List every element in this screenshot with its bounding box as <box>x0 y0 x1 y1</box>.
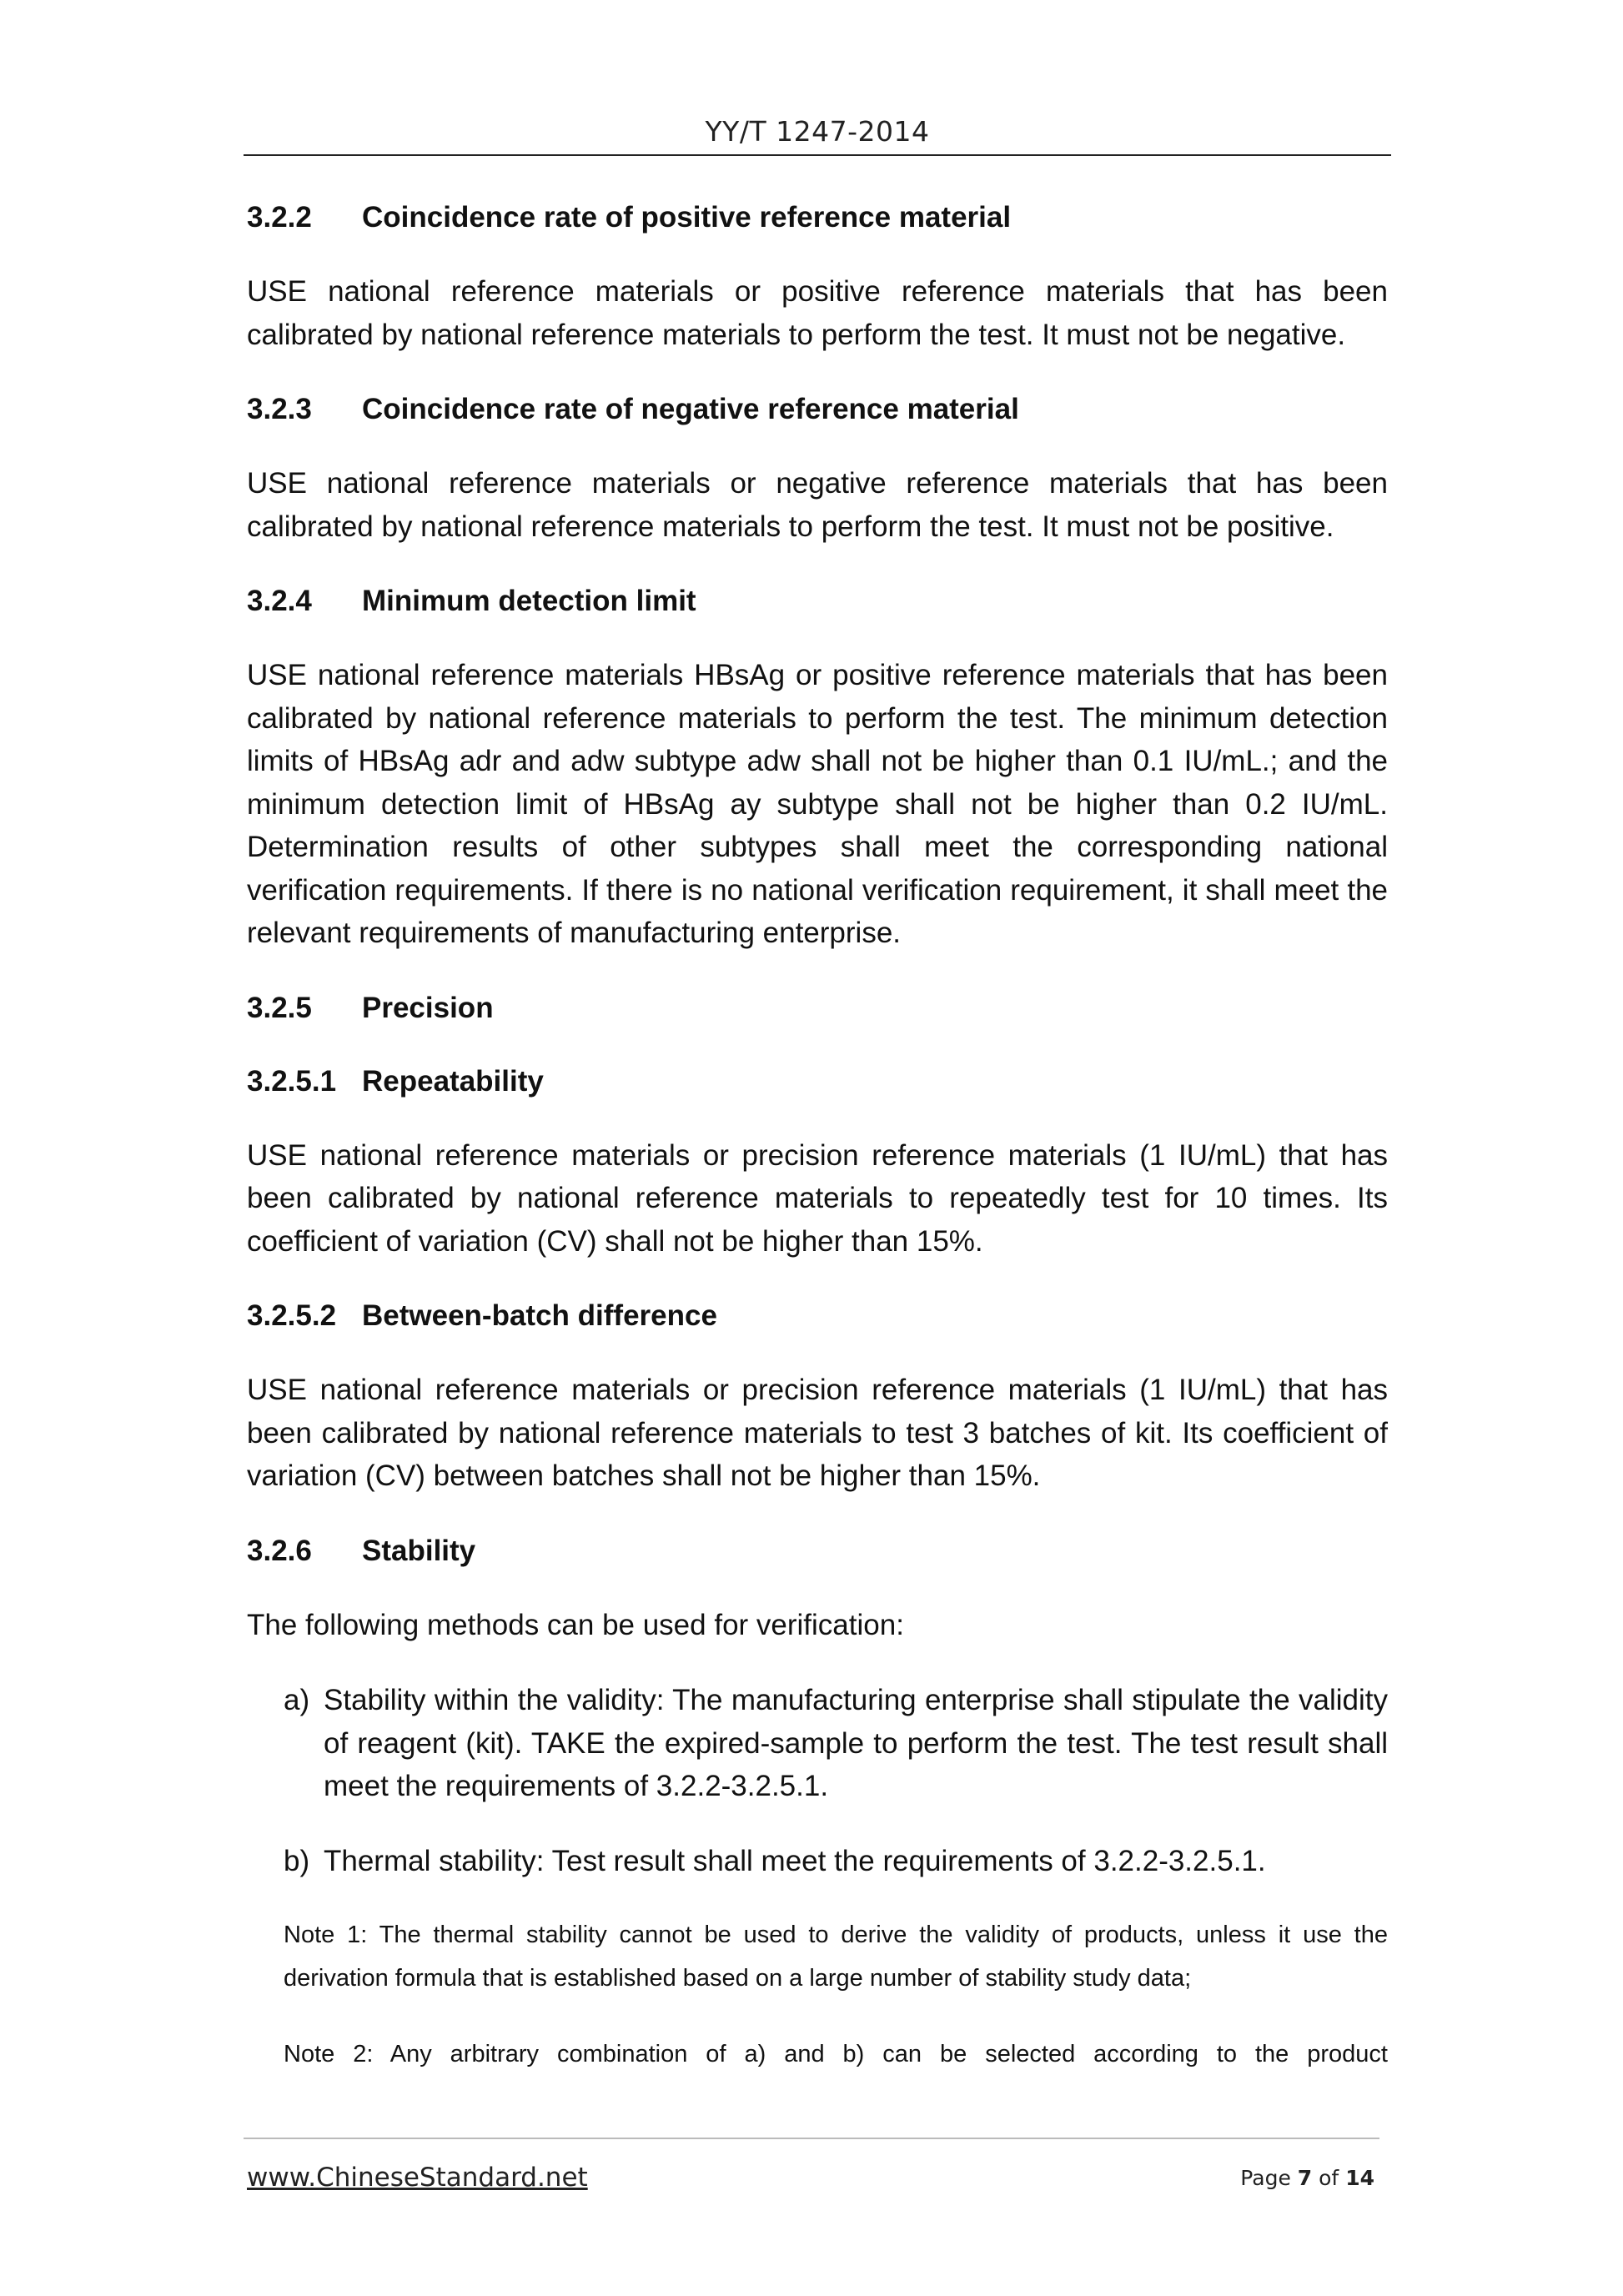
section-heading-3-2-4 <box>247 580 1388 622</box>
section-title: Precision <box>362 991 494 1024</box>
section-body-3-2-5-1: USE national reference materials or precision reference materials (1 IU/mL) that has been calibrated by national reference materials to repeatedly test for 10 times. Its coefficient of variation (CV) shall not be higher than 15%. <box>247 1138 1388 1258</box>
section-body-3-2-4: USE national reference materials HBsAg or positive reference materials that has been calibrated by national reference materials to perform the test. The minimum detection limits of HBsAg adr and adw subtype adw shall not be higher than 0.1 IU/mL.; and the minimum detection limit of HBsAg ay subtype shall not be higher than 0.2 IU/mL. Determination results of other subtypes shall meet the corresponding national verification requirements. If there is no national verification requirement, it shall meet the relevant requirements of manufacturing enterprise. <box>247 659 1388 949</box>
page-prefix: Page <box>1240 2166 1291 2190</box>
list-marker: b) <box>284 1844 310 1877</box>
section-heading-3-2-2 <box>247 197 1388 239</box>
page-of: of <box>1319 2166 1339 2190</box>
list-marker: a) <box>284 1684 310 1716</box>
section-number: 3.2.5.2 <box>247 1299 337 1332</box>
section-number: 3.2.4 <box>247 585 312 617</box>
section-title: Coincidence rate of positive reference material <box>362 201 1012 234</box>
section-number: 3.2.5.1 <box>247 1064 337 1098</box>
section-title: Between-batch difference <box>362 1299 717 1332</box>
stability-intro: The following methods can be used for verification: <box>247 1608 904 1641</box>
section-number: 3.2.3 <box>247 393 312 425</box>
section-title: Coincidence rate of negative reference material <box>362 393 1019 425</box>
section-heading-3-2-5-2 <box>247 1295 1388 1337</box>
page-number <box>1234 2166 1374 2190</box>
list-item-a <box>247 1679 1388 1808</box>
list-item-text: Stability within the validity: The manufacturing enterprise shall stipulate the validity of reagent (kit). TAKE the expired-sample to perform the test. The test result shall meet the requirements of 3.2.2-3.2.5.1. <box>324 1684 1388 1802</box>
list-item-text: Thermal stability: Test result shall meet the requirements of 3.2.2-3.2.5.1. <box>324 1844 1266 1877</box>
section-number: 3.2.5 <box>247 991 312 1024</box>
section-heading-3-2-5 <box>247 987 1388 1029</box>
section-title: Repeatability <box>362 1064 544 1098</box>
section-body-3-2-5-2: USE national reference materials or precision reference materials (1 IU/mL) that has been calibrated by national reference materials to test 3 batches of kit. Its coefficient of variation (CV) between batches shall not be higher than 15%. <box>247 1374 1388 1492</box>
section-body-3-2-3: USE national reference materials or negative reference materials that has been calibrated by national reference materials to perform the test. It must not be positive. <box>247 467 1388 543</box>
website-link[interactable]: www.ChineseStandard.net <box>247 2163 588 2193</box>
note-1: Note 1: The thermal stability cannot be used to derive the validity of products, unless it use the derivation formula that is established based on a large number of stability study data; <box>284 1922 1388 1992</box>
list-item-b <box>247 1840 1388 1883</box>
section-heading-3-2-3 <box>247 389 1388 430</box>
footer-divider <box>244 2138 1379 2139</box>
header-divider <box>244 154 1391 156</box>
note-2: Note 2: Any arbitrary combination of a) and b) can be selected according to the product <box>284 2041 1388 2067</box>
section-number: 3.2.6 <box>247 1534 312 1567</box>
section-title: Stability <box>362 1534 476 1567</box>
section-title: Minimum detection limit <box>362 585 696 617</box>
section-number: 3.2.2 <box>247 201 312 234</box>
page-total: 14 <box>1345 2166 1374 2190</box>
section-heading-3-2-6 <box>247 1530 1388 1572</box>
section-heading-3-2-5-1 <box>247 1061 1388 1103</box>
section-body-3-2-2: USE national reference materials or positive reference materials that has been calibrated by national reference materials to perform the test. It must not be negative. <box>247 275 1388 351</box>
page-current: 7 <box>1297 2166 1313 2190</box>
page-content <box>247 197 1388 2077</box>
document-code-header: YY/T 1247-2014 <box>705 115 930 148</box>
